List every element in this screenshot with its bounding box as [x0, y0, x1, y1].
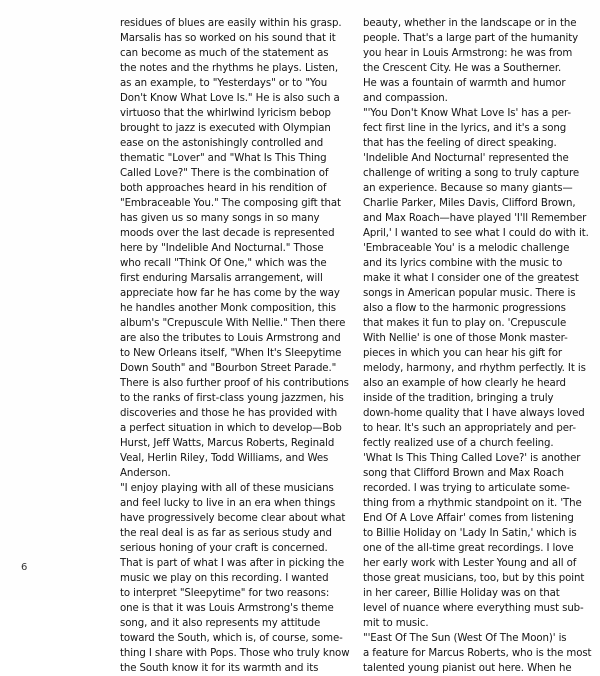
text-line: also a flow to the harmonic progressions: [363, 303, 566, 314]
text-line: appreciate how far he has come by the way: [120, 288, 340, 299]
text-line: you hear in Louis Armstrong: he was from: [363, 48, 573, 59]
text-line: toward the South, which is, of course, some-: [120, 633, 343, 644]
text-line: beauty, whether in the landscape or in the: [363, 18, 577, 29]
text-line: that has the feeling of direct speaking.: [363, 138, 557, 149]
text-line: songs in American popular music. There is: [363, 288, 576, 299]
text-line: Hurst, Jeff Watts, Marcus Roberts, Reginald: [120, 438, 335, 449]
text-line: level of nuance where everything must sub-: [363, 603, 584, 614]
text-line: to New Orleans itself, "When It's Sleepytime: [120, 348, 342, 359]
text-line: song that Clifford Brown and Max Roach: [363, 468, 564, 479]
text-line: April,' I wanted to see what I could do with it.: [363, 228, 589, 239]
text-line: mit to music.: [363, 618, 429, 629]
right-text-column: [363, 16, 591, 676]
text-line: "Embraceable You." The composing gift that: [120, 198, 341, 209]
text-line: That is part of what I was after in picking the: [120, 558, 345, 569]
text-line: the notes and the rhythms he plays. Listen,: [120, 63, 339, 74]
text-line: and feel lucky to live in an era when things: [120, 498, 336, 509]
text-line: Don't Know What Love Is." He is also such a: [120, 93, 340, 104]
text-line: one of the all-time great recordings. I love: [363, 543, 574, 554]
text-line: in her career, Billie Holiday was on that: [363, 588, 560, 599]
text-line: to interpret "Sleepytime" for two reasons:: [120, 588, 330, 599]
text-line: thing from a rhythmic standpoint on it. 'The: [363, 498, 582, 509]
text-line: a perfect situation in which to develop—Bob: [120, 423, 342, 434]
text-line: virtuoso that the whirlwind lyricism bebop: [120, 108, 331, 119]
text-line: residues of blues are easily within his grasp.: [120, 18, 342, 29]
text-line: discoveries and those he has provided with: [120, 408, 338, 419]
text-line: Veal, Herlin Riley, Todd Williams, and Wes: [120, 453, 329, 464]
text-line: fect first line in the lyrics, and it's a song: [363, 123, 567, 134]
text-line: thing I share with Pops. Those who truly know: [120, 648, 350, 659]
text-line: album's "Crepuscule With Nellie." Then there: [120, 318, 346, 329]
text-line: melody, harmony, and rhythm perfectly. It is: [363, 363, 586, 374]
text-line: a feature for Marcus Roberts, who is the most: [363, 648, 592, 659]
text-line: "I enjoy playing with all of these musicians: [120, 483, 334, 494]
text-line: her early work with Lester Young and all of: [363, 558, 577, 569]
text-line: and Max Roach—have played 'I'll Remember: [363, 213, 587, 224]
text-line: he handles another Monk composition, this: [120, 303, 337, 314]
text-line: recorded. I was trying to articulate some-: [363, 483, 570, 494]
text-line: here by "Indelible And Nocturnal." Those: [120, 243, 324, 254]
text-line: With Nellie' is one of those Monk master-: [363, 333, 568, 344]
text-line: also an example of how clearly he heard: [363, 378, 566, 389]
text-line: an experience. Because so many giants—: [363, 183, 573, 194]
text-line: can become as much of the statement as: [120, 48, 329, 59]
text-line: to Billie Holiday on 'Lady In Satin,' which is: [363, 528, 577, 539]
text-line: Marsalis has so worked on his sound that it: [120, 33, 336, 44]
text-line: first enduring Marsalis arrangement, will: [120, 273, 323, 284]
text-line: as an example, to "Yesterdays" or to "You: [120, 78, 328, 89]
text-line: 'Indelible And Nocturnal' represented the: [363, 153, 569, 164]
text-line: who recall "Think Of One," which was the: [120, 258, 327, 269]
text-line: song, and it also represents my attitude: [120, 618, 321, 629]
text-line: serious honing of your craft is concerned.: [120, 543, 328, 554]
text-line: He was a fountain of warmth and humor: [363, 78, 566, 89]
text-line: "'East Of The Sun (West Of The Moon)' is: [363, 633, 567, 644]
text-line: Charlie Parker, Miles Davis, Clifford Brown,: [363, 198, 576, 209]
text-line: the South know it for its warmth and its: [120, 663, 319, 674]
text-line: End Of A Love Affair' comes from listening: [363, 513, 574, 524]
left-text-column: [120, 16, 348, 676]
text-line: 'What Is This Thing Called Love?' is another: [363, 453, 581, 464]
text-line: There is also further proof of his contributions: [120, 378, 349, 389]
text-line: to hear. It's such an appropriately and per-: [363, 423, 576, 434]
text-line: are also the tributes to Louis Armstrong and: [120, 333, 341, 344]
text-line: down-home quality that I have always loved: [363, 408, 585, 419]
text-line: the Crescent City. He was a Southerner.: [363, 63, 562, 74]
text-line: inside of the tradition, bringing a truly: [363, 393, 554, 404]
text-line: make it what I consider one of the greatest: [363, 273, 579, 284]
text-line: and its lyrics combine with the music to: [363, 258, 563, 269]
text-line: Called Love?" There is the combination of: [120, 168, 329, 179]
text-line: ease on the astonishingly controlled and: [120, 138, 324, 149]
text-line: have progressively become clear about what: [120, 513, 346, 524]
text-line: has given us so many songs in so many: [120, 213, 320, 224]
text-line: those great musicians, too, but by this point: [363, 573, 585, 584]
text-line: moods over the last decade is represented: [120, 228, 335, 239]
text-line: that makes it fun to play on. 'Crepuscule: [363, 318, 567, 329]
text-line: thematic "Lover" and "What Is This Thing: [120, 153, 327, 164]
text-line: Anderson.: [120, 468, 171, 479]
text-line: 'Embraceable You' is a melodic challenge: [363, 243, 570, 254]
text-line: and compassion.: [363, 93, 448, 104]
text-line: to the ranks of first-class young jazzmen, his: [120, 393, 344, 404]
text-line: talented young pianist out here. When he: [363, 663, 572, 674]
text-line: the real deal is as far as serious study and: [120, 528, 332, 539]
text-line: brought to jazz is executed with Olympian: [120, 123, 331, 134]
text-line: both approaches heard in his rendition of: [120, 183, 327, 194]
text-line: challenge of writing a song to truly capture: [363, 168, 580, 179]
text-line: "'You Don't Know What Love Is' has a per-: [363, 108, 571, 119]
text-line: people. That's a large part of the humanity: [363, 33, 579, 44]
text-line: Down South" and "Bourbon Street Parade.": [120, 363, 337, 374]
text-line: pieces in which you can hear his gift for: [363, 348, 562, 359]
text-line: one is that it was Louis Armstrong's theme: [120, 603, 334, 614]
page-number: 6: [21, 562, 28, 573]
text-line: fectly realized use of a church feeling.: [363, 438, 554, 449]
text-line: music we play on this recording. I wanted: [120, 573, 329, 584]
